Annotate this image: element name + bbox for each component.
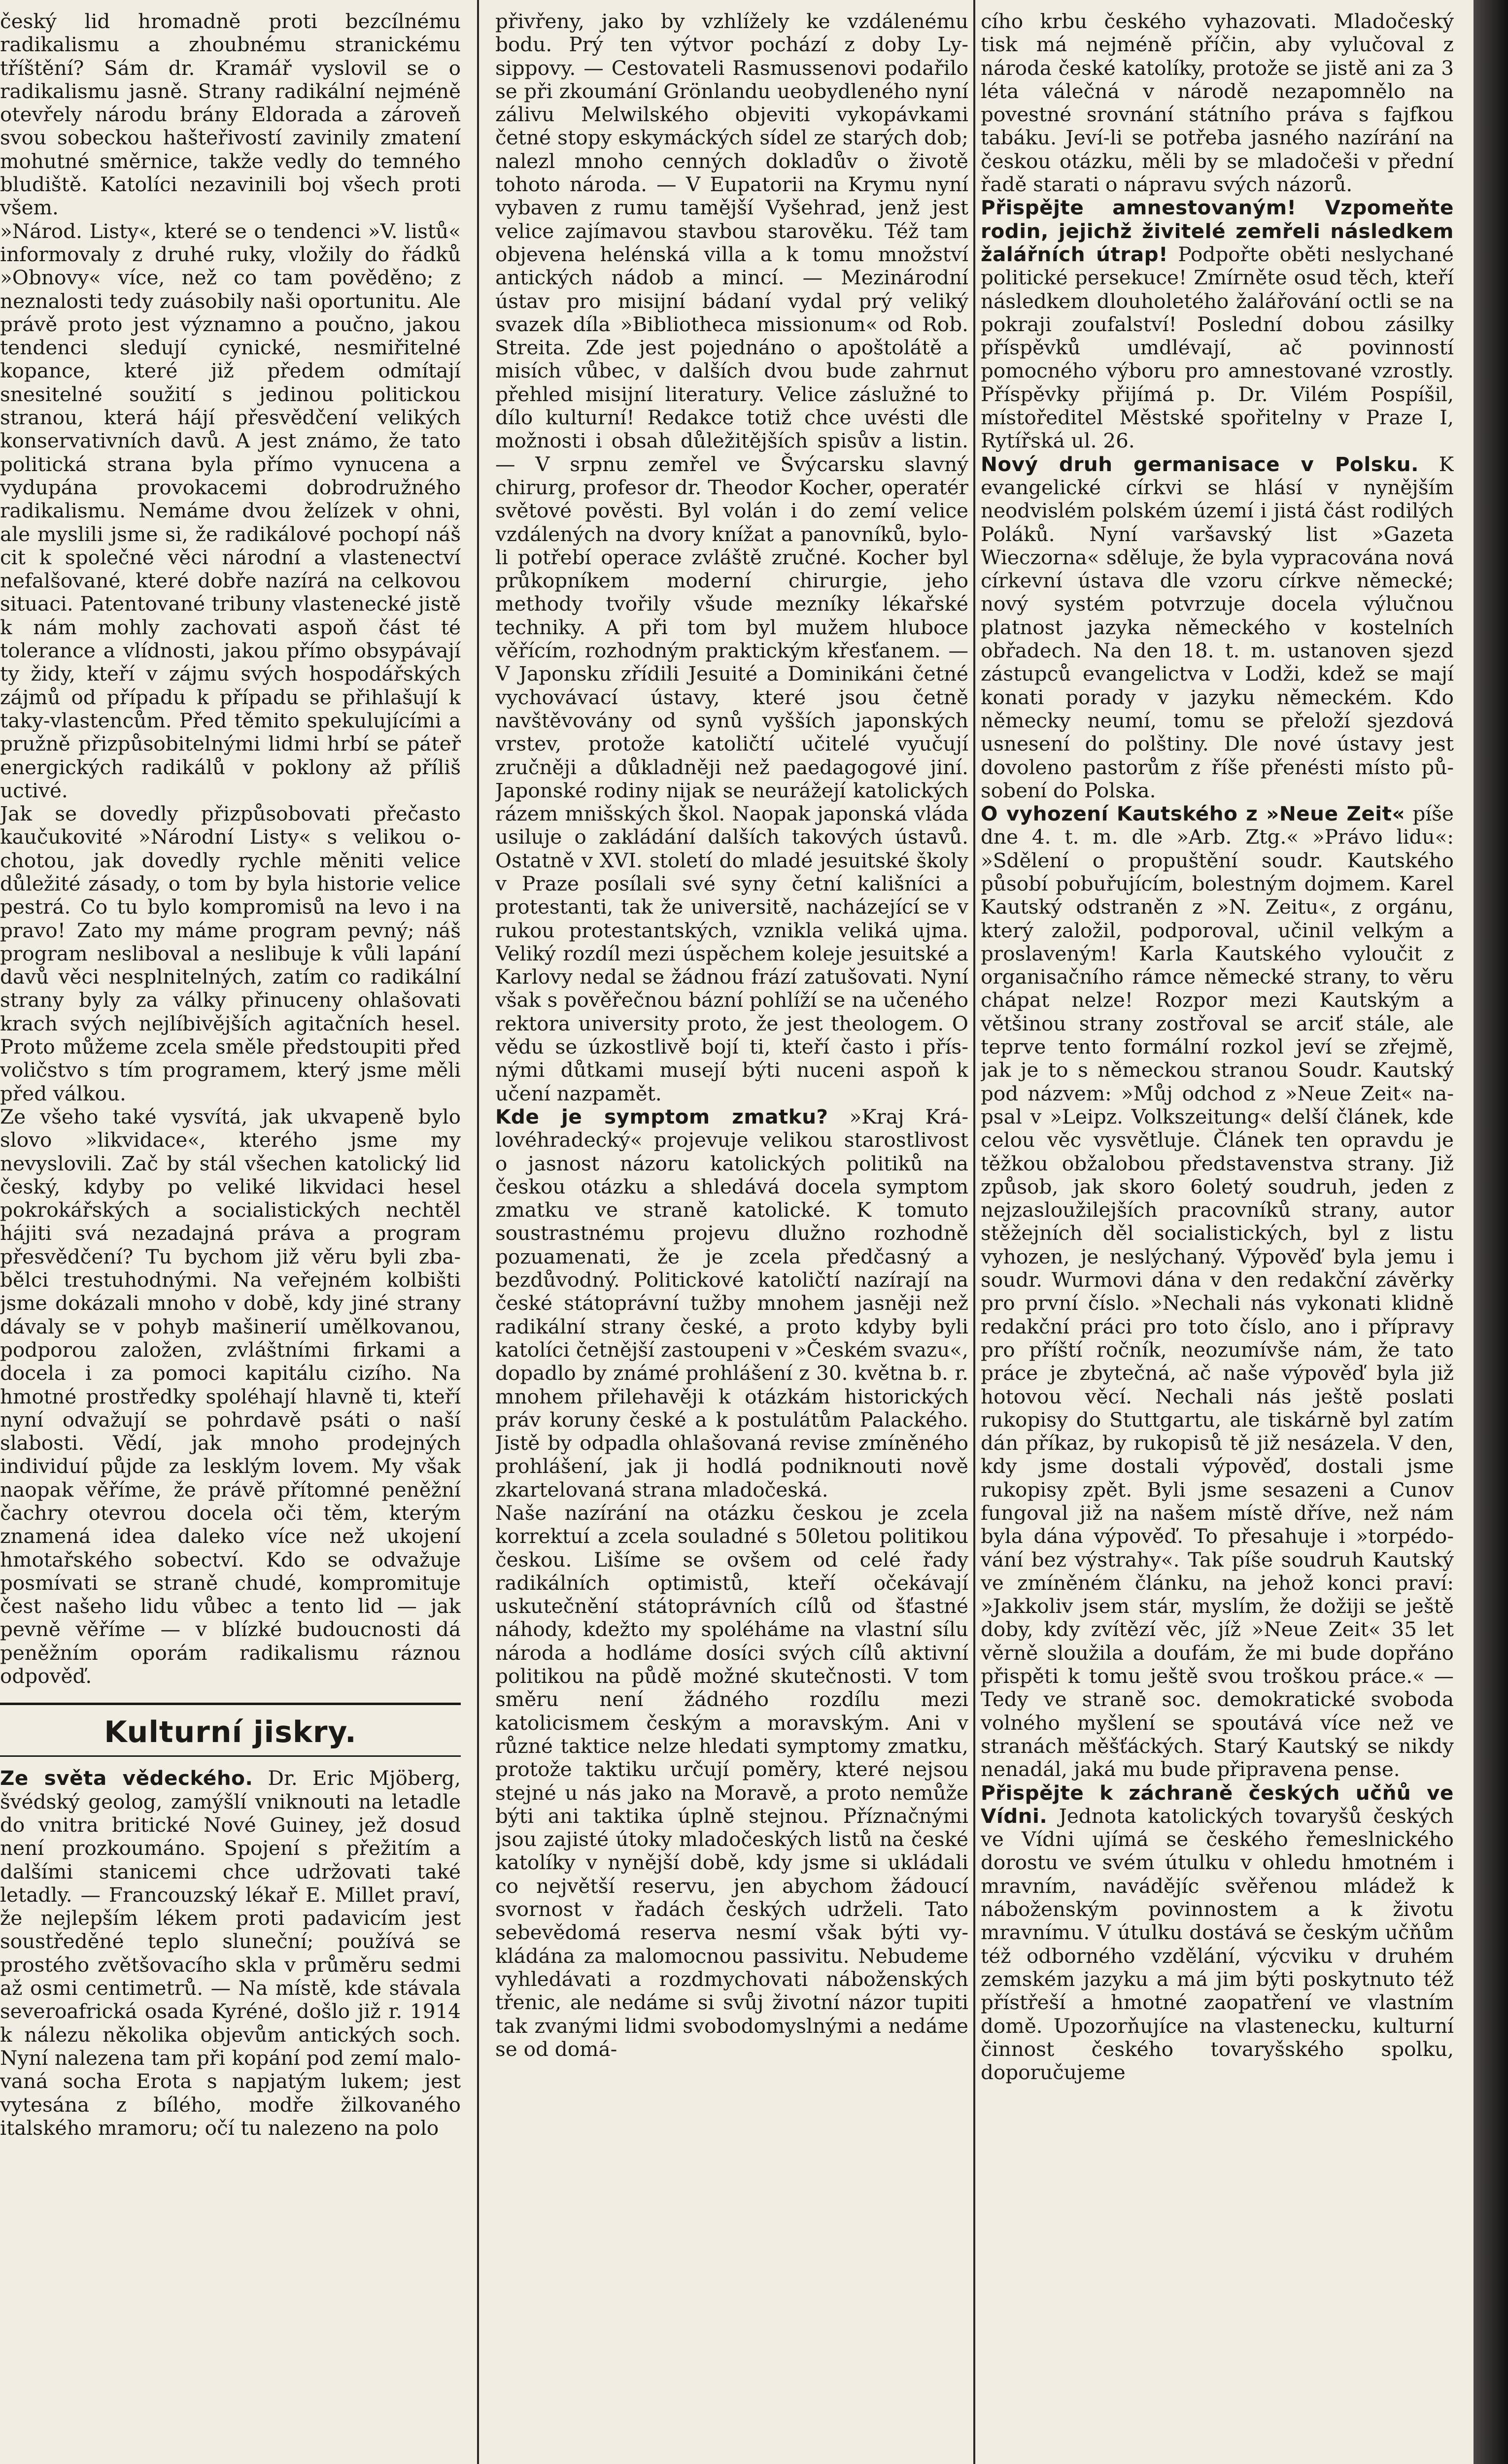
paragraph: přivřeny, jako by vzhlížely ke vzdálenému bodu. Prý ten výtvor pochází z doby Lysippovy. — Cestovateli Rasmussenovi podařilo se při zkoumání Grönlandu ueobydleného nyní zálivu Melwilského objeviti vykopávkami četné stopy eskymáckých sídel ze starých dob; nalezl mnoho cenných dokladův o životě tohoto národa. — V Eupatorii na Krymu nyní vybaven z rumu tamější Vyšehrad, jenž jest velice zajímavou stavbou starověku. Též tam objevena helénská villa a k tomu množství antických nádob a mincí. — Mezinárodní ústav pro misijní bádaní vydal prý veliký svazek díla »Bibliotheca missionum« od Rob. Streita. Zde jest pojednáno o apoštolátě a misích vůbec, v dalších dvou bude zahrnut přehled misijní literatury. Velice záslužné to dílo kulturní! Redakce totiž chce uvésti dle možnosti i obsah důležitějších spisův a listin. — V srpnu zemřel ve Švýcarsku slavný chirurg, profesor dr. Theodor Kocher, operatér světové pověsti. Byl volán i do zemí velice vzdálených na dvory knížat a panovníků, bylo-li potřebí operace zvláště zručné. Kocher byl průkopníkem moderní chirurgie, jeho methody tvořily všude mezníky lékařské techniky. A při tom byl mužem hluboce věřícím, rozhodným praktickým křesťanem. — V Japonsku zřídili Jesuité a Dominikáni četné vychovávací ústavy, které jsou četně navštěvovány od synů vyšších japonských vrstev, protože katoličtí učitelé vyučují zručněji a důkladněji než paedagogové jiní. Japonské rodiny nijak se neurážejí katolických rázem mnišských škol. Naopak japonská vláda usiluje o zakládání dalších takových ústavů. Ostatně v XVI. století do mladé jesuitské školy v Praze posílali své syny četní kališníci a protestanti, tak že universitě, nacházející se v rukou protestantských, vznikla veliká ujma. Veliký rozdíl mezi úspěchem koleje jesuitské a Karlovy nedal se žádnou frází zatušovati. Nyní však s pověřečnou bázní pohlíží se na učeného rektora university proto, že jest theologem. O vědu se úzkostlivě bojí ti, kteří často i přísnými důtkami musejí býti nuceni aspoň k učení nazpamět. bbox=[495, 10, 968, 1105]
column-left bbox=[0, 10, 461, 2140]
paragraph bbox=[981, 1781, 1454, 2085]
paragraph bbox=[981, 802, 1454, 1781]
paragraph-text: K evangelické církvi se hlásí v nynějším neodvislém polském území i jistá část rodilých Poláků. Nyní varšavský list »Gazeta Wieczorna« sděluje, že byla vypracována nová církevní ústava dle vzoru církve německé; nový systém potvrzuje docela výlučnou platnost jazyka německého v kostelních obřadech. Na den 18. t. m. ustanoven sjezd zástupců evangelictva v Lodži, kdež se mají konati porady v jazyku německém. Kdo německy neumí, tomu se přeloží sjezdová usnesení do polštiny. Dle nové ústavy jest dovoleno pastorům z říše přenésti místo působení do Polska. bbox=[981, 452, 1454, 802]
paragraph: Ze všeho také vysvítá, jak ukvapeně bylo slovo »likvidace«, kterého jsme my nevyslovili. Zač by stál všechen katolický lid český, kdyby po veliké likvidaci hesel pokrokářských a socialistických nechtěl hájiti svá nezadajná práva a program přesvědčení? Tu bychom již věru byli zbabělci trestuhodnými. Na veřejném kolbišti jsme dokázali mnoho v době, kdy jiné strany dávaly se v pohyb mašinerií umělkovanou, podporou založen, zvláštními firkami a docela i za pomoci kapitálu cizího. Na hmotné prostředky spoléhají hlavně ti, kteří nyní odvažují se pohrdavě psáti o naší slabosti. Vědí, jak mnoho prodejných individuí půjde za lesklým lovem. My však naopak věříme, že právě přítomné peněžní čachry otevrou docela oči těm, kterým znamená idea daleko více než ukojení hmotařského sobectví. Kdo se odvažuje posmívati se straně chudé, kompromituje čest našeho lidu vůbec a tento lid — jak pevně věříme — v blízké budoucnosti dá peněžním oporám radikalismu ráznou odpověď. bbox=[0, 1104, 461, 1688]
paragraph: »Národ. Listy«, které se o tendenci »V. listů« informovaly z druhé ruky, vložily do řádků »Obnovy« více, než co tam pověděno; z neznalosti tedy zuásobily naši oportunitu. Ale právě proto jest významno a poučno, jakou tendenci sledují cynické, nesmiřitelné kopance, které již předem odmítají snesitelné soužití s jedinou politickou stranou, která hájí přesvědčení velikých konservativních davů. A jest známo, že tato politická strana byla přímo vynucena a vydupána provokacemi dobrodružného radikalismu. Nemáme dvou želízek v ohni, ale myslili jsme si, že radikálové pochopí náš cit k společné věci národní a vlastenectví nefalšované, které dobře nazírá na celkovou situaci. Patentované tribuny vlastenecké jistě k nám mohly zachovati aspoň část té tolerance a vlídnosti, jakou přímo obsypávají ty židy, kteří v zájmu svých hospodářských zájmů od případu k případu se přihlašují k taky-vlastencům. Před těmito spekulujícími a pružně přizpůsobitelnými lidmi hrbí se páteř energických radikálů v poklony až příliš uctivé. bbox=[0, 219, 461, 802]
paragraph-text: Dr. Eric Mjöberg, švédský geolog, zamýšlí vniknouti na letadle do vnitra britické Nové Guiney, jež dosud není prozkoumáno. Spojení s přežitím a dalšími stanicemi chce udržovati také letadly. — Francouzský lékař E. Millet praví, že nejlepším lékem proti padavicím jest soustředěné teplo sluneční; používá se prostého zvětšovacího skla v průměru sedmi až osmi centimetrů. — Na místě, kde stávala severoafrická osada Kyréné, došlo již r. 1914 k nálezu několika objevům antických soch. Nyní nalezena tam při kopání pod zemí malovaná socha Erota s napjatým lukem; jest vytesána z bílého, modře žilkovaného italského mramoru; očí tu nalezeno na polo bbox=[0, 1766, 461, 2140]
run-in-heading: Přispějte amnestovaným! Vzpomeňte rodin, jejichž živitelé zemřeli následkem žalářních útrap! bbox=[981, 196, 1454, 266]
column-right bbox=[981, 10, 1454, 2084]
column-divider bbox=[973, 0, 975, 2464]
paragraph: Jak se dovedly přizpůsobovati přečasto kaučukovité »Národní Listy« s velikou ochotou, jak dovedly rychle měniti velice důležité zásady, o tom by byla historie velice pestrá. Co tu bylo kompromisů na levo i na pravo! Zato my máme program pevný; náš program nesliboval a neslibuje k vůli lapání davů věci nesplnitelných, zatím co radikální strany byly za války přinuceny ohlašovati krach svých nejlíbivějších agitačních hesel. Proto můžeme zcela směle předstoupiti před voličstvo s tím programem, který jsme měli před válkou. bbox=[0, 802, 461, 1105]
run-in-heading: Nový druh germanisace v Polsku. bbox=[981, 452, 1419, 476]
page-edge-shadow bbox=[1474, 0, 1508, 2464]
run-in-heading: Ze světa vědeckého. bbox=[0, 1766, 253, 1790]
paragraph-text: Podpořte oběti neslychané politické persekuce! Zmírněte osud těch, kteří následkem dlouholetého žalářování octli se na pokraji zoufalství! Poslední dobou zásilky příspěvků umdlévají, ač povinností pomocného výboru pro amnestované vzrostly. Příspěvky přijímá p. Dr. Vilém Pospíšil, místoředitel Městské spořitelny v Praze I, Rytířská ul. 26. bbox=[981, 242, 1454, 453]
paragraph bbox=[981, 196, 1454, 452]
section-heading: Kulturní jiskry. bbox=[0, 1703, 461, 1757]
paragraph: Naše nazírání na otázku českou je zcela korrektuí a zcela souladné s 50letou politikou českou. Lišíme se ovšem od celé řady radikálních optimistů, kteří očekávají uskutečnění státoprávních cílů od šťastné náhody, kdežto my spoléháme na vlastní sílu národa a hodláme dosíci svých cílů aktivní politikou na půdě možné skutečnosti. V tom směru není žádného rozdílu mezi katolicismem českým a moravským. Ani v různé taktice nelze hledati symptomy zmatku, protože taktiku určují poměry, které nejsou stejné u nás jako na Moravě, a proto nemůže býti ani taktika úplně stejnou. Příznačnými jsou zajisté útoky mladočeských listů na české katolíky v nynější době, kdy jsme si ukládali co největší reservu, jen abychom žádoucí svornost v řadách českých udrželi. Tato sebevědomá reserva nesmí však býti vykládána za malomocnou passivitu. Nebudeme vyhledávati a rozdmychovati náboženských třenic, ale nedáme si svůj životní názor tupiti tak zvanými lidmi svobodomyslnými a nedáme se od domá- bbox=[495, 1501, 968, 2061]
run-in-heading: O vyhození Kautského z »Neue Zeit« bbox=[981, 802, 1405, 826]
paragraph: cího krbu českého vyhazovati. Mladočeský tisk má nejméně příčin, aby vylučoval z národa české katolíky, protože se jistě ani za 3 léta válečná v národě nezapomnělo na povestné srovnání státního práva s fajfkou tabáku. Jeví-li se potřeba jasného nazírání na českou otázku, měli by se mladočeši v přední řadě starati o nápravu svých názorů. bbox=[981, 10, 1454, 197]
column-middle bbox=[495, 10, 968, 2061]
column-divider bbox=[477, 0, 479, 2464]
paragraph-text: píše dne 4. t. m. dle »Arb. Ztg.« »Právo lidu«: »Sdělení o propuštění soudr. Kautského působí pobuřujícím, bolestným dojmem. Karel Kautský odstraněn z »N. Zeitu«, z orgánu, který založil, podporoval, učinil velkým a proslaveným! Karla Kautského vyloučit z organisačního rámce německé strany, to věru chápat nelze! Rozpor mezi Kautským a většinou strany zostřoval se arciť stále, ale teprve tento formální rozkol jeví se zřejmě, jak je to s německou stranou Soudr. Kautský pod názvem: »Můj odchod z »Neue Zeit« napsal v »Leipz. Volkszeitung« delší článek, kde celou věc vysvětluje. Článek ten opravdu je těžkou obžalobou představenstva strany. Již způsob, jak skoro 6oletý soudruh, jeden z nejzasloužilejších pracovníků strany, autor stěžejních děl socialistických, byl z listu vyhozen, je neslýchaný. Výpověď byla jemu i soudr. Wurmovi dána v den redakční závěrky pro první číslo. »Nechali nás vykonati klidně redakční práci pro toto číslo, ano i přípravy pro příští ročník, neozumívše nám, že tato práce je zbytečná, ač naše výpověď byla již hotovou věcí. Nechali nás ještě poslati rukopisy do Stuttgartu, ale tiskárně byl zatím dán příkaz, by rukopisů tě již nesázela. V den, kdy jsme dostali výpověď, dostali jsme rukopisy zpět. Byli jsme sesazeni a Cunov fungoval již na našem místě dříve, než nám byla dána výpověď. To přesahuje i »torpédování bez výstrahy«. Tak píše soudruh Kautský ve zmíněném článku, na jehož konci praví: »Jakkoliv jsem stár, myslím, že dožiji se ještě doby, kdy zvítězí věc, jíž »Neue Zeit« 35 let věrně sloužila a doufám, že mi bude dopřáno přispěti k tomu ještě svou troškou práce.« — Tedy ve straně soc. demokratické svoboda volného myšlení se spoutává více než ve stranách měšťáckých. Starý Kautský se nikdy nenadál, jaká mu bude připravena pense. bbox=[981, 802, 1454, 1781]
paragraph bbox=[495, 1105, 968, 1502]
paragraph bbox=[0, 1767, 461, 2140]
run-in-heading: Přispějte k záchraně českých učňů ve Vídni. bbox=[981, 1780, 1454, 1828]
paragraph-text: »Kraj Královéhradecký« projevuje velikou starostlivost o jasnost názoru katolických politiků na českou otázku a shledává docela symptom zmatku ve straně katolické. K tomuto soustrastnému projevu dlužno rozhodně pozuamenati, že je zcela předčasný a bezdůvodný. Politickové katoličtí nazírají na české státoprávní tužby mnohem jasněji než radikální strany české, a proto kdyby byli katolíci četnější zastoupeni v »Českém svazu«, dopadlo by známé prohlášení z 30. května b. r. mnohem přilehavěji k otázkám historických práv koruny české a k postulátům Palackého. Jistě by odpadla ohlašovaná revise zmíněného prohlášení, jak ji hodlá podniknouti nově zkartelovaná strana mladočeská. bbox=[495, 1104, 968, 1502]
paragraph-text: Jednota katolických tovaryšů českých ve Vídni ujímá se českého řemeslnického dorostu ve svém útulku v ohledu hmotném i mravním, navádějíc svěřenou mládež k náboženským povinnostem a k životu mravnímu. V útulku dostává se českým učňům též odborného vzdělání, výcviku v druhém zemském jazyku a má jim býti poskytnuto též přístřeší a hmotné zaopatření ve vlastním domě. Upozorňujíce na vlastenecku, kulturní činnost českého tovaryšského spolku, doporučujeme bbox=[981, 1804, 1454, 2085]
run-in-heading: Kde je symptom zmatku? bbox=[495, 1104, 828, 1129]
paragraph bbox=[981, 453, 1454, 802]
paragraph: český lid hromadně proti bezcílnému radikalismu a zhoubnému stranickému tříštění? Sám dr. Kramář vyslovil se o radikalismu jasně. Strany radikální nejméně otevřely národu brány Eldorada a zároveň svou sobeckou hašteřivostí zavinily zmatení mohutné směrnice, takže vedly do temného bludiště. Katolíci nezavinili boj všech proti všem. bbox=[0, 10, 461, 220]
